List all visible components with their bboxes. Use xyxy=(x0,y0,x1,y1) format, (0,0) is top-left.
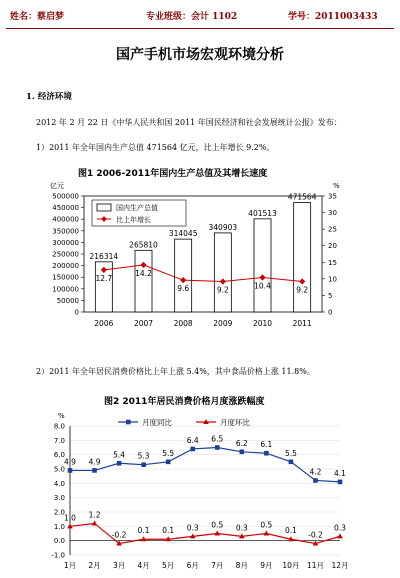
chart2-x-tick-label: 8月 xyxy=(235,561,248,570)
chart1-x-tick-label: 2007 xyxy=(133,319,154,328)
chart2-yoy-label: 4.2 xyxy=(309,467,322,477)
chart2-x-tick-label: 10月 xyxy=(282,561,300,570)
chart2-x-tick-label: 3月 xyxy=(112,561,126,570)
chart1-bar xyxy=(254,219,271,312)
chart2-mom-marker xyxy=(214,531,220,536)
document-title: 国产手机市场宏观环境分析 xyxy=(116,47,284,63)
chart2-yoy-marker xyxy=(141,462,146,467)
chart1-left-tick-label: 500000 xyxy=(52,192,79,201)
chart2-yoy-marker xyxy=(190,447,195,452)
chart2-yoy-marker xyxy=(264,451,269,456)
chart2-mom-label: -0.2 xyxy=(111,530,127,540)
chart1-right-tick-label: 35 xyxy=(328,192,337,201)
chart1-right-tick-label: 20 xyxy=(328,242,337,251)
chart1-growth-line xyxy=(104,265,302,282)
paragraph-gdp: 1）2011 年全年国内生产总值 471564 亿元，比上年增长 9.2%。 xyxy=(36,143,275,152)
chart1-bar-label: 314045 xyxy=(168,229,198,239)
chart2-x-tick-label: 11月 xyxy=(306,561,324,570)
chart1-right-unit: % xyxy=(333,182,340,190)
chart1-left-tick-label: 50000 xyxy=(56,296,79,305)
chart2-yoy-marker xyxy=(313,478,318,483)
chart2-title: 图2 2011年居民消费价格月度涨跌幅度 xyxy=(104,397,265,407)
chart1-left-tick-label: 300000 xyxy=(52,238,79,247)
chart2-cpi xyxy=(0,404,400,578)
chart1-legend-bar-label: 国内生产总值 xyxy=(116,204,158,212)
chart2-yoy-label: 4.1 xyxy=(334,468,346,478)
chart2-y-tick-label: 3.0 xyxy=(53,494,65,503)
chart1-bar xyxy=(214,233,231,312)
chart1-right-tick-label: 30 xyxy=(328,209,337,218)
chart1-bar xyxy=(135,250,152,312)
chart2-y-tick-label: 2.0 xyxy=(53,508,65,517)
chart1-x-tick-label: 2009 xyxy=(213,319,233,328)
chart2-yoy-marker xyxy=(215,445,220,450)
chart1-right-tick-label: 10 xyxy=(328,275,337,284)
chart2-mom-marker xyxy=(92,520,98,525)
chart1-right-tick-label: 15 xyxy=(328,258,337,267)
chart1-left-tick-label: 400000 xyxy=(52,215,79,224)
chart2-mom-marker xyxy=(337,533,343,538)
chart2-yoy-label: 5.3 xyxy=(137,451,150,461)
chart2-yoy-marker xyxy=(166,460,171,465)
chart2-y-tick-label: -1.0 xyxy=(51,551,65,560)
chart2-yoy-marker xyxy=(289,460,294,465)
chart2-x-tick-label: 9月 xyxy=(260,561,273,570)
chart2-yoy-label: 6.1 xyxy=(260,440,273,450)
chart1-legend-bar-swatch xyxy=(97,204,111,211)
chart2-x-tick-label: 12月 xyxy=(331,561,349,570)
chart1-left-tick-label: 0 xyxy=(74,308,79,317)
chart1-growth-label: 12.7 xyxy=(95,273,113,283)
chart2-yoy-label: 5.4 xyxy=(113,450,126,460)
chart1-right-tick-label: 25 xyxy=(328,225,337,234)
chart2-yoy-label: 5.5 xyxy=(284,448,297,458)
chart2-legend-yoy-marker xyxy=(126,420,131,425)
chart2-yoy-marker xyxy=(338,480,343,485)
chart2-legend-mom-label: 月度环比 xyxy=(220,418,250,427)
chart1-bar-label: 471564 xyxy=(287,192,317,202)
chart2-legend-yoy-label: 月度同比 xyxy=(142,418,172,427)
chart1-bar xyxy=(175,239,192,312)
chart1-title: 图1 2006-2011年国内生产总值及其增长速度 xyxy=(78,169,268,179)
chart1-left-tick-label: 250000 xyxy=(52,250,79,259)
chart2-x-tick-label: 6月 xyxy=(186,561,199,570)
chart2-yoy-label: 4.9 xyxy=(64,457,76,467)
chart1-x-tick-label: 2006 xyxy=(94,319,114,328)
chart2-y-tick-label: 0.0 xyxy=(53,537,65,546)
chart1-left-unit: 亿元 xyxy=(50,182,64,190)
chart1-x-tick-label: 2008 xyxy=(173,319,193,328)
chart2-y-tick-label: 4.0 xyxy=(53,479,65,488)
chart2-x-tick-label: 5月 xyxy=(162,561,175,570)
chart1-left-tick-label: 100000 xyxy=(52,285,79,294)
chart2-mom-label: 0.3 xyxy=(334,523,346,533)
chart2-y-tick-label: 7.0 xyxy=(53,436,65,445)
chart2-mom-label: 0.1 xyxy=(284,526,297,536)
chart2-mom-label: 0.1 xyxy=(137,526,150,536)
chart1-x-tick-label: 2010 xyxy=(252,319,273,328)
chart1-legend-line-label: 比上年增长 xyxy=(116,216,151,224)
chart2-mom-label: 0.5 xyxy=(260,520,273,530)
chart1-growth-label: 9.2 xyxy=(296,285,309,295)
paragraph-intro: 2012 年 2 月 22 日《中华人民共和国 2011 年国民经济和社会发展统计公报》发布： xyxy=(36,118,342,127)
chart1-bar xyxy=(294,203,311,312)
chart1-bar-label: 216314 xyxy=(89,251,119,261)
chart1-growth-label: 9.2 xyxy=(216,285,229,295)
chart1-gdp xyxy=(0,176,400,348)
chart2-y-tick-label: 8.0 xyxy=(53,422,65,431)
chart2-yoy-label: 6.2 xyxy=(235,438,248,448)
chart1-growth-label: 9.6 xyxy=(177,284,190,294)
chart1-growth-label: 14.2 xyxy=(135,268,152,278)
chart2-yoy-marker xyxy=(92,468,97,473)
chart2-y-tick-label: 1.0 xyxy=(53,522,65,531)
chart2-x-tick-label: 2月 xyxy=(88,561,101,570)
chart1-bar-label: 401513 xyxy=(248,208,277,218)
chart1-left-tick-label: 350000 xyxy=(52,227,79,236)
chart2-mom-marker xyxy=(264,531,270,536)
chart2-x-tick-label: 4月 xyxy=(137,561,150,570)
chart2-x-tick-label: 1月 xyxy=(63,561,77,570)
chart2-x-tick-label: 7月 xyxy=(211,561,224,570)
chart1-left-tick-label: 450000 xyxy=(52,204,79,213)
section-heading: 1. 经济环境 xyxy=(26,92,72,102)
chart1-left-tick-label: 150000 xyxy=(52,273,79,282)
chart2-unit: % xyxy=(58,412,65,420)
student-name: 姓名：蔡启梦 xyxy=(10,12,65,22)
chart2-mom-label: 0.1 xyxy=(162,526,175,536)
chart2-mom-label: 0.3 xyxy=(235,523,248,533)
chart2-yoy-line xyxy=(70,448,340,482)
page-header xyxy=(0,0,400,30)
chart2-yoy-marker xyxy=(68,468,73,473)
chart2-yoy-marker xyxy=(240,450,245,455)
chart2-yoy-label: 6.5 xyxy=(211,434,224,444)
chart2-mom-label: 1.0 xyxy=(64,513,76,523)
student-id: 学号：2011003433 xyxy=(288,12,378,22)
chart1-growth-label: 10.4 xyxy=(254,281,271,291)
chart1-bar-label: 340903 xyxy=(208,222,238,232)
chart2-yoy-marker xyxy=(117,461,122,466)
chart2-y-tick-label: 5.0 xyxy=(53,465,65,474)
chart2-mom-label: 0.3 xyxy=(186,523,199,533)
paragraph-cpi: 2）2011 年全年居民消费价格比上年上涨 5.4%，其中食品价格上涨 11.8%。 xyxy=(36,367,315,376)
chart2-mom-label: -0.2 xyxy=(308,530,323,540)
chart2-mom-label: 0.5 xyxy=(211,520,224,530)
chart2-y-tick-label: 6.0 xyxy=(53,451,65,460)
chart2-mom-label: 1.2 xyxy=(88,510,101,520)
header-rule xyxy=(6,28,394,29)
chart1-left-tick-label: 200000 xyxy=(52,262,79,271)
chart1-right-tick-label: 0 xyxy=(328,308,333,317)
chart1-x-tick-label: 2011 xyxy=(292,319,312,328)
chart2-yoy-label: 4.9 xyxy=(88,457,101,467)
chart2-yoy-label: 5.5 xyxy=(162,448,175,458)
chart1-bar-label: 265810 xyxy=(129,240,158,250)
student-class: 专业班级：会计 1102 xyxy=(146,12,238,22)
chart1-right-tick-label: 5 xyxy=(328,291,333,300)
chart2-yoy-label: 6.4 xyxy=(186,435,199,445)
